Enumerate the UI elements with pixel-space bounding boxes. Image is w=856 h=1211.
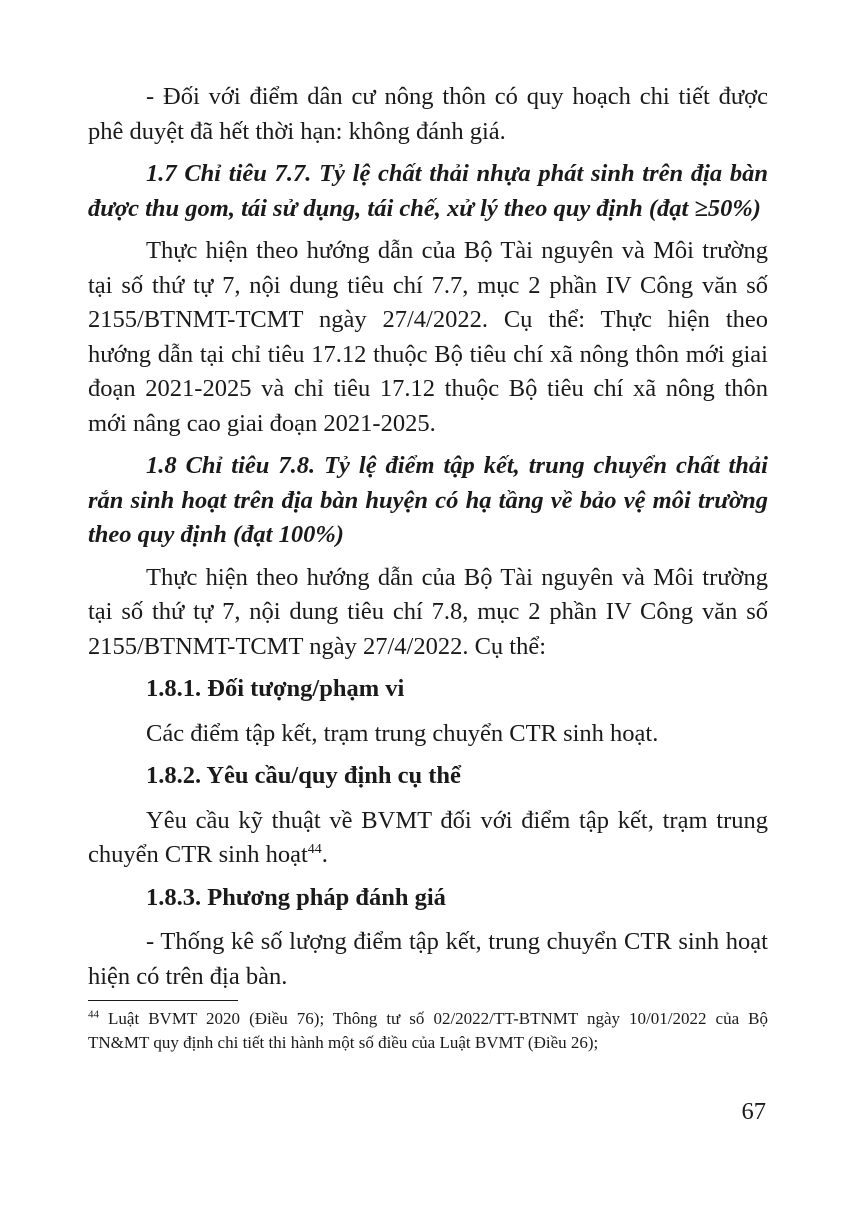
paragraph-scope: Các điểm tập kết, trạm trung chuyển CTR sinh hoạt. — [146, 719, 659, 747]
heading-1-8-3: 1.8.3. Phương pháp đánh giá — [146, 883, 446, 911]
paragraph-rural-residential: - Đối với điểm dân cư nông thôn có quy hoạch chi tiết được phê duyệt đã hết thời hạn: không đánh giá. — [88, 83, 768, 145]
requirements-period: . — [321, 841, 328, 868]
footnote-text: Luật BVMT 2020 (Điều 76); Thông tư số 02/2022/TT-BTNMT ngày 10/01/2022 của Bộ TN&MT quy định chi tiết thi hành một số điều của Luật BVMT (Điều 26); — [88, 1009, 768, 1052]
footnote-number: 44 — [88, 1008, 99, 1021]
footnote-divider — [88, 1000, 238, 1001]
heading-criterion-7-8: 1.8 Chỉ tiêu 7.8. Tỷ lệ điểm tập kết, trung chuyển chất thải rắn sinh hoạt trên địa bàn huyện có hạ tầng về bảo vệ môi trường theo quy định (đạt 100%) — [88, 452, 768, 548]
footnote — [88, 1007, 768, 1055]
paragraph-criterion-7-8-guidance: Thực hiện theo hướng dẫn của Bộ Tài nguyên và Môi trường tại số thứ tự 7, nội dung tiêu chí 7.8, mục 2 phần IV Công văn số 2155/BTNMT-TCMT ngày 27/4/2022. Cụ thể: — [88, 563, 768, 660]
heading-1-8-1: 1.8.1. Đối tượng/phạm vi — [146, 675, 405, 702]
heading-1-8-2: 1.8.2. Yêu cầu/quy định cụ thể — [146, 762, 461, 789]
heading-criterion-7-7: 1.7 Chỉ tiêu 7.7. Tỷ lệ chất thải nhựa phát sinh trên địa bàn được thu gom, tái sử dụng, tái chế, xử lý theo quy định (đạt ≥50%) — [88, 160, 768, 222]
requirements-text: Yêu cầu kỹ thuật về BVMT đối với điểm tập kết, trạm trung chuyển CTR sinh hoạt — [88, 806, 768, 868]
paragraph-criterion-7-7-guidance: Thực hiện theo hướng dẫn của Bộ Tài nguyên và Môi trường tại số thứ tự 7, nội dung tiêu chí 7.7, mục 2 phần IV Công văn số 2155/BTNMT-TCMT ngày 27/4/2022. Cụ thể: Thực hiện theo hướng dẫn tại chỉ tiêu 17.12 thuộc Bộ tiêu chí xã nông thôn mới giai đoạn 2021-2025 và chỉ tiêu 17.12 thuộc Bộ tiêu chí xã nông thôn mới nâng cao giai đoạn 2021-2025. — [88, 237, 768, 437]
paragraph-requirements — [88, 804, 768, 873]
document-page — [88, 80, 768, 1055]
footnote-reference[interactable]: 44 — [307, 841, 322, 857]
paragraph-statistics: - Thống kê số lượng điểm tập kết, trung chuyển CTR sinh hoạt hiện có trên địa bàn. — [88, 928, 768, 990]
page-number: 67 — [741, 1098, 766, 1125]
